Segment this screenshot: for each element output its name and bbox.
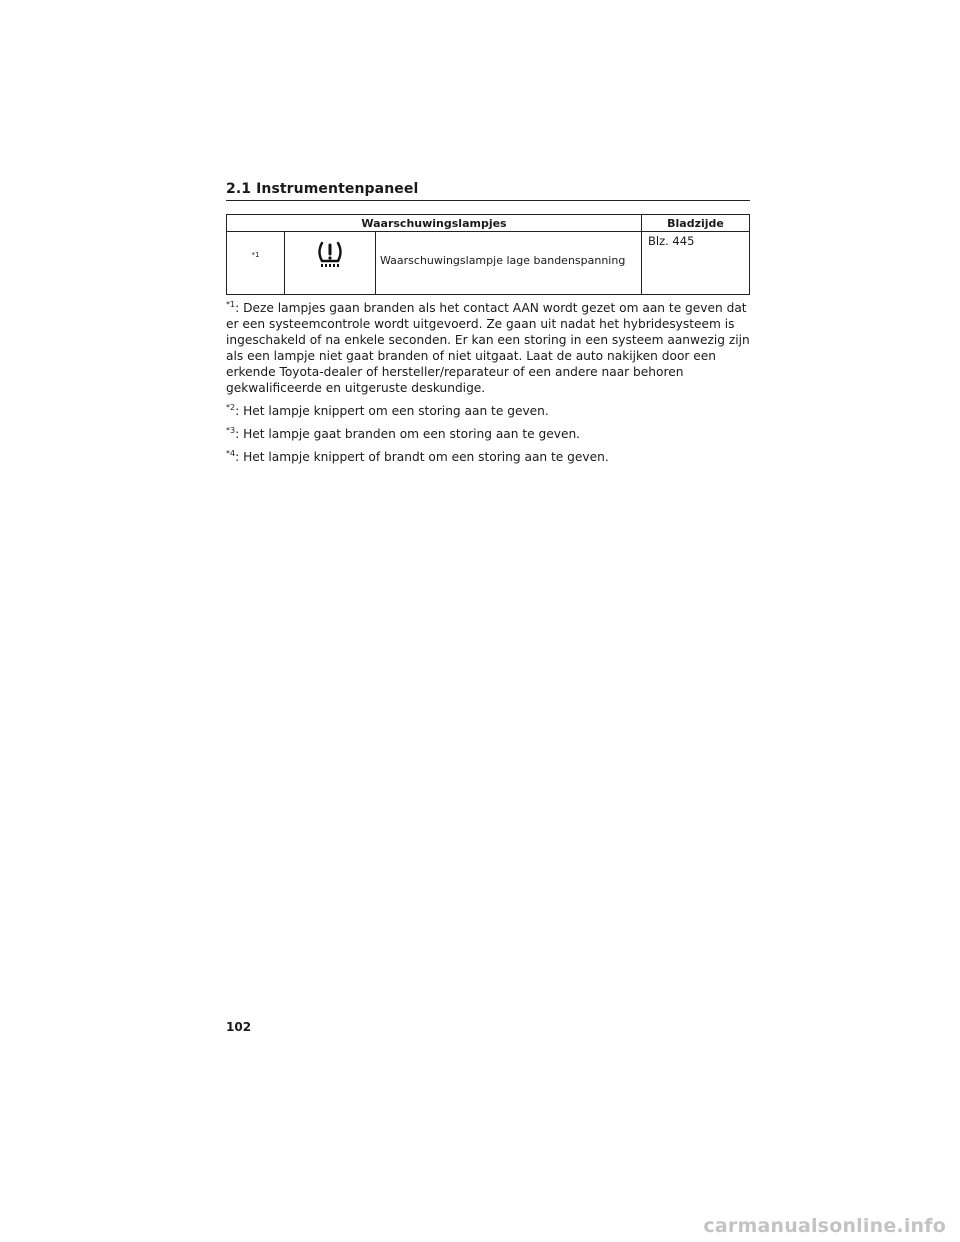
footnote-marker: * (226, 449, 230, 458)
watermark: carmanualsonline.info (703, 1215, 946, 1237)
tire-pressure-warning-icon (313, 240, 347, 270)
footnote-marker: * (226, 403, 230, 412)
footnote-number: 2 (230, 403, 236, 412)
footnote-number: 3 (230, 426, 236, 435)
section-title: 2.1 Instrumentenpaneel (226, 181, 419, 197)
footnote-number: 1 (230, 300, 236, 309)
footnote-text: : Het lampje gaat branden om een storing aan te geven. (235, 427, 581, 441)
table-row (227, 232, 750, 295)
footnote-marker: * (226, 300, 230, 309)
footnote-3 (226, 426, 756, 442)
page-cell (642, 232, 750, 295)
footnote-marker: *1 (251, 251, 260, 259)
footnote-text: : Het lampje knippert om een storing aan te geven. (235, 404, 549, 418)
header-warning-lights: Waarschuwingslampjes (227, 215, 642, 232)
warning-lights-table (226, 214, 750, 295)
footnotes (226, 300, 756, 472)
footnote-1 (226, 300, 756, 396)
footnote-text: : Deze lampjes gaan branden als het contact AAN wordt gezet om aan te geven dat er een systeemcontrole wordt uitgevoerd. Ze gaan uit nadat het hybridesysteem is ingeschakeld of na enkele seconden. Er kan een storing in een systeem aanwezig zijn als een lampje niet gaat branden of niet uitgaat. Laat de auto nakijken door een erkende Toyota-dealer of hersteller/reparateur of een andere naar behoren gekwalificeerde en uitgeruste deskundige. (226, 301, 750, 395)
page-reference: Blz. 445 (648, 234, 695, 248)
table-header-row (227, 215, 750, 232)
footnote-number: 4 (230, 449, 236, 458)
page-number: 102 (226, 1020, 252, 1034)
section-header (226, 178, 750, 201)
icon-cell (285, 232, 376, 295)
footnote-text: : Het lampje knippert of brandt om een storing aan te geven. (235, 450, 609, 464)
footnote-marker: * (226, 426, 230, 435)
header-page: Bladzijde (642, 215, 750, 232)
note-cell (227, 232, 285, 295)
warning-description: Waarschuwingslampje lage bandenspanning (380, 254, 626, 267)
footnote-4 (226, 449, 756, 465)
footnote-2 (226, 403, 756, 419)
description-cell (376, 232, 642, 295)
